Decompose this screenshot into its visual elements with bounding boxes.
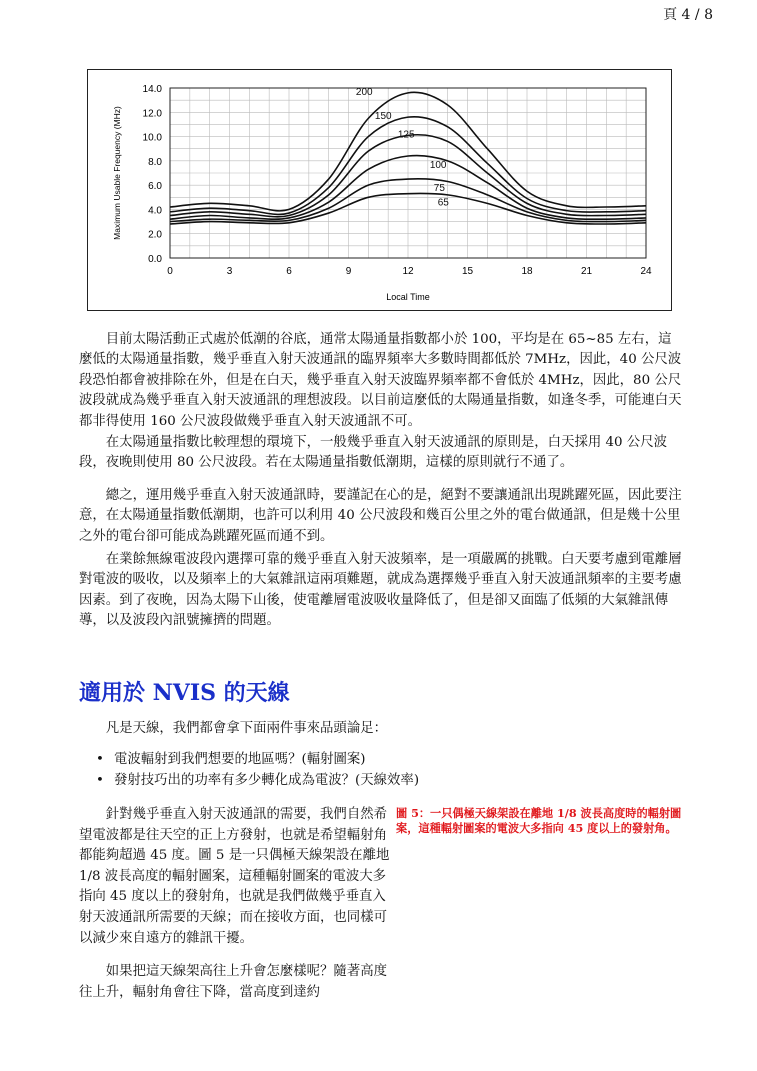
x-tick-label: 9 bbox=[345, 266, 352, 277]
series-label-75: 75 bbox=[433, 183, 445, 195]
section-intro: 凡是天線，我們都會拿下面兩件事來品頭論足： bbox=[105, 721, 387, 736]
x-tick-label: 21 bbox=[580, 266, 593, 277]
y-tick-label: 10.0 bbox=[142, 132, 162, 144]
paragraph-skip-zone: 總之，運用幾乎垂直入射天波通訊時，要謹記在心的是，絕對不要讓通訊出現跳躍死區，因此要注意，在太陽通量指數低潮期，也許可以利用 40 公尺波段和幾百公里之外的電台做通訊，但是幾十公里之外的電台卻可能成為跳躍死區而通不到。 bbox=[79, 488, 682, 544]
y-axis-label: Maximum Usable Frequency (MHz) bbox=[112, 106, 122, 240]
x-tick-label: 6 bbox=[286, 266, 292, 277]
series-label-65: 65 bbox=[437, 197, 449, 209]
y-tick-label: 8.0 bbox=[148, 156, 162, 168]
y-tick-label: 0.0 bbox=[148, 254, 162, 265]
y-tick-label: 2.0 bbox=[148, 229, 162, 241]
x-axis-label: Local Time bbox=[386, 292, 430, 302]
x-tick-label: 12 bbox=[402, 266, 414, 277]
y-tick-label: 6.0 bbox=[148, 181, 162, 193]
x-tick-label: 3 bbox=[226, 266, 233, 277]
y-tick-label: 12.0 bbox=[142, 108, 162, 120]
paragraph-solar-activity: 目前太陽活動正式處於低潮的谷底，通常太陽通量指數都小於 100，平均是在 65~85 左右，這麼低的太陽通量指數，幾乎垂直入射天波通訊的臨界頻率大多數時間都低於 7MHz，因此，40 公尺波段恐怕都會被排除在外，但是在白天，幾乎垂直入射天波臨界頻率都不會低於 4MHz，因此，80 公尺波段就成為幾乎垂直入射天波通訊的理想波段。以目前這麼低的太陽通量指數，如逢冬季，可能連白天都非得使用 160 公尺波段做幾乎垂直入射天波通訊不可。 bbox=[79, 332, 682, 429]
criteria-list bbox=[96, 749, 419, 791]
x-tick-label: 15 bbox=[461, 266, 474, 277]
x-tick-label: 18 bbox=[521, 266, 533, 277]
series-label-125: 125 bbox=[397, 129, 415, 141]
muf-chart bbox=[87, 69, 672, 311]
x-tick-label: 0 bbox=[167, 266, 173, 277]
series-label-100: 100 bbox=[429, 160, 447, 171]
y-tick-label: 14.0 bbox=[142, 84, 162, 95]
x-tick-label: 24 bbox=[640, 266, 652, 277]
paragraph-frequency-choice: 在業餘無線電波段內選擇可靠的幾乎垂直入射天波頻率，是一項嚴厲的挑戰。白天要考慮到電離層對電波的吸收，以及頻率上的大氣雜訊這兩項難題，就成為選擇幾乎垂直入射天波通訊頻率的主要考慮因素。到了夜晚，因為太陽下山後，使電離層電波吸收量降低了，但是卻又面臨了低頻的大氣雜訊傳導，以及波段內訊號擁擠的問題。 bbox=[79, 552, 682, 629]
muf-chart-svg bbox=[88, 70, 673, 312]
paragraph-antenna-height: 如果把這天線架高往上升會怎麼樣呢？隨著高度往上升，輻射角會往下降，當高度到達約 bbox=[79, 964, 387, 1000]
page-number: 頁 4 / 8 bbox=[663, 7, 713, 23]
series-label-200: 200 bbox=[355, 86, 373, 98]
list-item bbox=[96, 770, 419, 791]
paragraph-nvis-antenna: 針對幾乎垂直入射天波通訊的需要，我們自然希望電波都是往天空的正上方發射，也就是希望輻射角都能夠超過 45 度。圖 5 是一只偶極天線架設在離地 1/8 波長高度的輻射圖案，這種輻射圖案的電波大多指向 45 度以上的發射角，也就是我們做幾乎垂直入射天波通訊所需要的天線；而在接收方面，也同樣可以減少來自遠方的雜訊干擾。 bbox=[79, 807, 390, 946]
section-heading: 適用於 NVIS 的天線 bbox=[79, 680, 290, 706]
paragraph-band-rule: 在太陽通量指數比較理想的環境下，一般幾乎垂直入射天波通訊的原則是，白天採用 40 公尺波段，夜晚則使用 80 公尺波段。若在太陽通量指數低潮期，這樣的原則就行不通了。 bbox=[79, 435, 667, 471]
y-tick-label: 4.0 bbox=[148, 205, 162, 217]
figure-caption: 圖 5：一只偶極天線架設在離地 1/8 波長高度時的輻射圖案，這種輻射圖案的電波大多指向 45 度以上的發射角。 bbox=[396, 806, 682, 835]
series-label-150: 150 bbox=[374, 111, 392, 123]
list-item-text: 發射技巧出的功率有多少轉化成為電波？(天線效率) bbox=[114, 773, 420, 788]
list-item-text: 電波輻射到我們想要的地區嗎？(輻射圖案) bbox=[114, 752, 366, 767]
list-item bbox=[96, 749, 419, 770]
